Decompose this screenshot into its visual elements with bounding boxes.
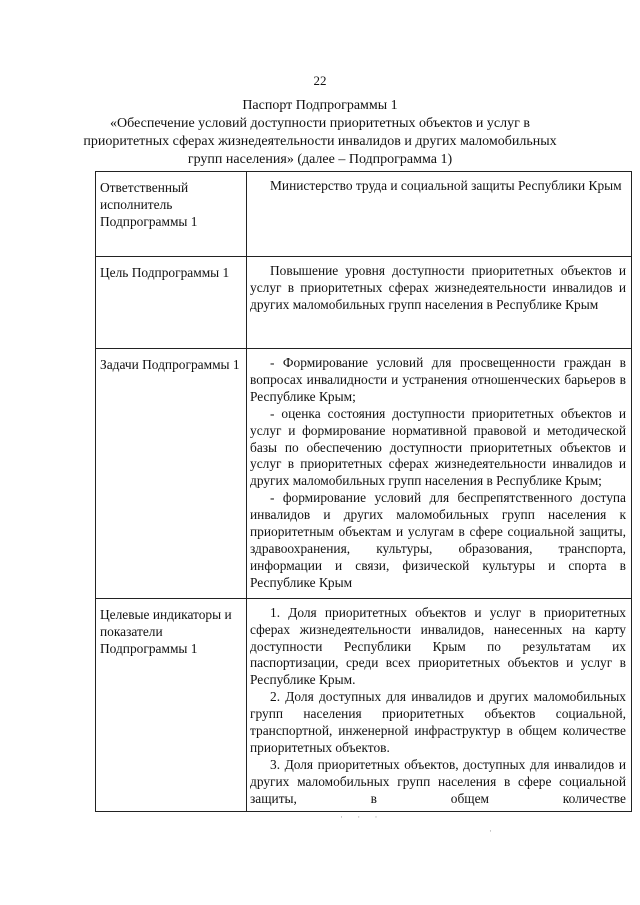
table-row: [96, 172, 632, 257]
table-row: [96, 257, 632, 349]
row-content: [247, 257, 632, 349]
row-paragraph: 3. Доля приоритетных объектов, доступных для инвалидов и других маломобильных групп населения в сфере социальной защиты, в общем количестве: [250, 756, 626, 806]
row-paragraph: Повышение уровня доступности приоритетных объектов и услуг в приоритетных сферах жизнедеятельности инвалидов и других маломобильных групп населения в Республике Крым: [250, 263, 626, 312]
row-content: [247, 172, 632, 257]
passport-title: [60, 97, 580, 169]
table-row: [96, 349, 632, 599]
title-line-4: групп населения» (далее – Подпрограмма 1): [187, 152, 453, 167]
scan-speck: ·: [489, 826, 492, 836]
row-paragraph: - Формирование условий для просвещенности граждан в вопросах инвалидности и устранения отношенческих барьеров в Республике Крым;: [250, 355, 626, 404]
passport-table: [95, 171, 632, 812]
row-label: Ответственный исполнитель Подпрограммы 1: [96, 172, 247, 257]
page-number: 22: [313, 73, 327, 88]
title-line-2: «Обеспечение условий доступности приоритетных объектов и услуг в: [110, 116, 530, 131]
row-paragraph: Министерство труда и социальной защиты Республики Крым: [270, 178, 622, 193]
table-row: [96, 598, 632, 811]
row-label: Задачи Подпрограммы 1: [96, 349, 247, 599]
row-content: [247, 349, 632, 599]
title-line-3: приоритетных сферах жизнедеятельности инвалидов и других маломобильных: [83, 134, 557, 149]
row-paragraph: 2. Доля доступных для инвалидов и других маломобильных групп населения приоритетных объектов социальной, транспортной, инженерной инфраструктур в общем количестве приоритетных объектов.: [250, 689, 626, 755]
scan-specks: · · ·: [340, 812, 384, 822]
row-paragraph: 1. Доля приоритетных объектов и услуг в приоритетных сферах жизнедеятельности инвалидов, нанесенных на карту доступности Республики Крым по результатам их паспортизации, среди всех приоритетных объектов и услуг в Республике Крым.: [250, 604, 626, 688]
row-label: Целевые индикаторы и показатели Подпрограммы 1: [96, 598, 247, 811]
row-content: [247, 598, 632, 811]
row-paragraph: - оценка состояния доступности приоритетных объектов и услуг и формирование нормативной правовой и методической базы по обеспечению доступности приоритетных объектов и услуг в приоритетных сферах жизнедеятельности инвалидов и других маломобильных групп населения в Республике Крым;: [250, 405, 626, 489]
row-paragraph: - формирование условий для беспрепятственного доступа инвалидов и других маломобильных групп населения к приоритетным объектам и услугам в сфере социальной защиты, здравоохранения, культуры, образования, транспорта, информации и связи, физической культуры и спорта в Республике Крым: [250, 490, 626, 590]
row-label: Цель Подпрограммы 1: [96, 257, 247, 349]
title-line-1: Паспорт Подпрограммы 1: [242, 98, 398, 113]
